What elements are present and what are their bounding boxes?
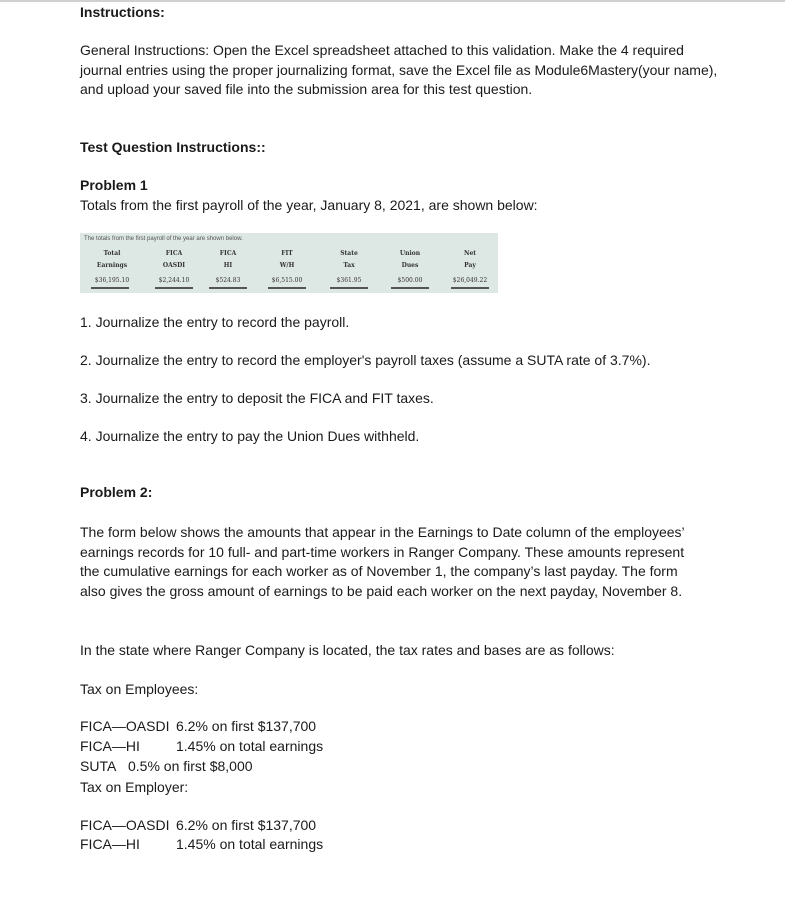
task-1: 1. Journalize the entry to record the payroll. bbox=[80, 314, 350, 330]
top-divider bbox=[0, 0, 785, 2]
col-header-line2: Dues bbox=[401, 262, 419, 269]
instructions-heading: Instructions: bbox=[80, 4, 165, 20]
col-header-line2: OASDI bbox=[162, 262, 186, 269]
employer-tax-rate: 1.45% on total earnings bbox=[176, 836, 324, 852]
col-header-line2: HI bbox=[223, 262, 233, 269]
value-underline bbox=[391, 287, 429, 289]
col-value-total-earnings: $36,195.10 bbox=[94, 277, 130, 284]
payroll-table-caption: The totals from the first payroll of the year are shown below. bbox=[84, 236, 243, 242]
col-value-fica-oasdi: $2,244.10 bbox=[158, 277, 190, 284]
col-value-fica-hi: $524.83 bbox=[215, 277, 241, 284]
employees-heading: Tax on Employees: bbox=[80, 681, 199, 697]
problem2-description: The form below shows the amounts that appear in the Earnings to Date column of the employees’ earnings records for 10 full- and part-time workers in Ranger Company. These amounts represent the cumulative earnings for each worker as of November 1, the company’s last payday. The form also gives the gross amount of earnings to be paid each worker on the next payday, November 8. bbox=[80, 524, 685, 599]
task-4: 4. Journalize the entry to pay the Union Dues withheld. bbox=[80, 428, 420, 444]
col-header-line2: Tax bbox=[343, 262, 355, 269]
tax-intro: In the state where Ranger Company is located, the tax rates and bases are as follows: bbox=[80, 642, 615, 658]
col-header-line1: State bbox=[340, 250, 358, 257]
employee-tax-rate: 0.5% on first $8,000 bbox=[128, 758, 253, 774]
col-header-line2: W/H bbox=[279, 262, 295, 269]
employee-tax-label: SUTA bbox=[80, 758, 117, 774]
employer-heading: Tax on Employer: bbox=[80, 779, 189, 795]
col-header-line1: FICA bbox=[219, 250, 237, 257]
problem1-heading: Problem 1 bbox=[80, 177, 148, 193]
employee-tax-label: FICA—HI bbox=[80, 738, 140, 754]
task-2: 2. Journalize the entry to record the employer's payroll taxes (assume a SUTA rate of 3.7%). bbox=[80, 352, 651, 368]
employer-tax-label: FICA—OASDI bbox=[80, 817, 170, 833]
col-header-line1: FICA bbox=[165, 250, 183, 257]
value-underline bbox=[91, 287, 129, 289]
col-value-net-pay: $26,049.22 bbox=[452, 277, 488, 284]
task-3: 3. Journalize the entry to deposit the FICA and FIT taxes. bbox=[80, 390, 434, 406]
col-value-state-tax: $361.95 bbox=[336, 277, 362, 284]
test-question-heading: Test Question Instructions:: bbox=[80, 139, 266, 155]
general-instructions: General Instructions: Open the Excel spreadsheet attached to this validation. Make the 4 required journal entries using the proper journalizing format, save the Excel file as Module6Mastery(your name), and upload your saved file into the submission area for this test question. bbox=[80, 42, 718, 97]
value-underline bbox=[451, 287, 489, 289]
value-underline bbox=[155, 287, 193, 289]
problem1-intro: Totals from the first payroll of the year, January 8, 2021, are shown below: bbox=[80, 197, 538, 213]
value-underline bbox=[330, 287, 368, 289]
problem2-heading: Problem 2: bbox=[80, 484, 153, 500]
value-underline bbox=[268, 287, 306, 289]
value-underline bbox=[209, 287, 247, 289]
col-header-line2: Earnings bbox=[96, 262, 128, 269]
col-value-fit-wh: $6,515.00 bbox=[271, 277, 303, 284]
col-header-line2: Pay bbox=[464, 262, 476, 269]
col-header-line1: FIT bbox=[281, 250, 293, 257]
employer-tax-rate: 6.2% on first $137,700 bbox=[176, 817, 317, 833]
employer-tax-label: FICA—HI bbox=[80, 836, 140, 852]
payroll-totals-table bbox=[80, 233, 498, 293]
col-header-line1: Net bbox=[463, 250, 477, 257]
employee-tax-rate: 6.2% on first $137,700 bbox=[176, 718, 317, 734]
employee-tax-rate: 1.45% on total earnings bbox=[176, 738, 324, 754]
col-header-line1: Union bbox=[399, 250, 421, 257]
col-value-union-dues: $500.00 bbox=[397, 277, 423, 284]
col-header-line1: Total bbox=[103, 250, 121, 257]
employee-tax-label: FICA—OASDI bbox=[80, 718, 170, 734]
